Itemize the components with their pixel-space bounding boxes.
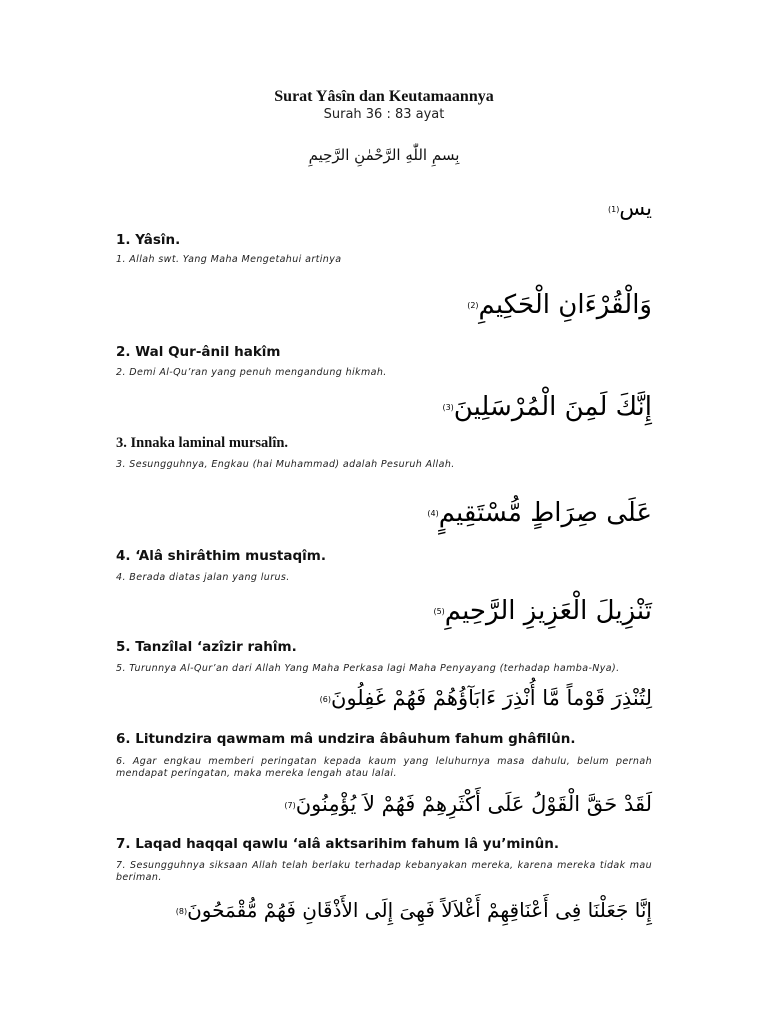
verse-6-transliteration: 6. Litundzira qawmam mâ undzira âbâuhum fahum ghâfilûn. <box>116 731 576 747</box>
basmala: بِسمِ اللّٰهِ الرَّحْمٰنِ الرَّحِيمِ <box>308 146 460 164</box>
verse-5-number: (5) <box>433 607 445 616</box>
verse-3-number: (3) <box>442 403 454 412</box>
verse-7-arabic <box>276 792 652 816</box>
verse-7-meaning: 7. Sesungguhnya siksaan Allah telah berlaku terhadap kebanyakan mereka, karena mereka tidak mau beriman. <box>116 860 652 883</box>
verse-5-arabic-text: تَنْزِيلَ الْعَزِيزِ الرَّحِيمِ <box>444 596 652 626</box>
verse-7-transliteration: 7. Laqad haqqal qawlu ‘alâ aktsarihim fahum lâ yu’minûn. <box>116 836 559 852</box>
verse-7 <box>116 792 652 897</box>
verse-2-transliteration: 2. Wal Qur-ânil hakîm <box>116 344 281 360</box>
verse-1-number: (1) <box>608 204 620 214</box>
verse-7-number: (7) <box>284 800 296 810</box>
verse-1-arabic-text: يس <box>619 196 652 220</box>
verse-6 <box>116 686 652 791</box>
verse-6-arabic <box>312 686 652 710</box>
document-title: Surat Yâsîn dan Keutamaannya <box>274 88 494 105</box>
verse-8 <box>116 898 652 948</box>
verse-2-arabic <box>465 290 652 320</box>
verse-8-arabic <box>174 898 652 922</box>
document-subtitle: Surah 36 : 83 ayat <box>323 107 445 122</box>
verse-7-arabic-text: لَقَدْ حَقَّ الْقَوْلُ عَلَى أَكْثَرِهِمْ فَهُمْ لاَ يُؤْمِنُونَ <box>295 792 652 816</box>
verse-8-number: (8) <box>175 907 188 916</box>
verse-2-meaning: 2. Demi Al-Qu’ran yang penuh mengandung hikmah. <box>116 367 387 378</box>
verse-3-arabic <box>440 392 652 422</box>
verse-8-arabic-text: إِنَّا جَعَلْنَا فِى أَعْنَاقِهِمْ أَغْلاَلاً فَهِىَ إِلَى الأَذْقَانِ فَهُمْ مُّقْمَحُونَ <box>187 898 652 922</box>
verse-2-number: (2) <box>467 301 479 310</box>
verse-4-transliteration: 4. ‘Alâ shirâthim mustaqîm. <box>116 548 326 564</box>
verse-4-number: (4) <box>427 509 439 518</box>
verse-4-meaning: 4. Berada diatas jalan yang lurus. <box>116 572 290 583</box>
verse-3-meaning: 3. Sesungguhnya, Engkau (hai Muhammad) adalah Pesuruh Allah. <box>116 459 455 470</box>
verse-6-meaning: 6. Agar engkau memberi peringatan kepada kaum yang leluhurnya masa dahulu, belum pernah mendapat peringatan, maka mereka lengah atau lalai. <box>116 756 652 779</box>
verse-4 <box>116 498 652 588</box>
verse-5-transliteration: 5. Tanzîlal ‘azîzir rahîm. <box>116 639 297 655</box>
verse-3-transliteration: 3. Innaka laminal mursalîn. <box>116 435 289 451</box>
verse-3 <box>116 392 652 477</box>
verse-2-arabic-text: وَالْقُرْءَانِ الْحَكِيمِ <box>478 290 652 320</box>
verse-1 <box>116 196 652 276</box>
verse-5 <box>116 596 652 681</box>
verse-3-arabic-text: إِنَّكَ لَمِنَ الْمُرْسَلِينَ <box>453 392 652 422</box>
verse-1-meaning: 1. Allah swt. Yang Maha Mengetahui artinya <box>116 254 342 265</box>
verse-1-arabic <box>606 196 652 220</box>
verse-1-transliteration: 1. Yâsîn. <box>116 232 181 248</box>
verse-6-arabic-text: لِتُنْذِرَ قَوْماً مَّا أُنْذِرَ ءَابَآؤُهُمْ فَهُمْ غَفِلُونَ <box>331 686 652 710</box>
verse-6-number: (6) <box>319 694 332 704</box>
verse-2 <box>116 290 652 385</box>
verse-4-arabic-text: عَلَى صِرَاطٍ مُّسْتَقِيمٍ <box>438 498 652 528</box>
verse-5-arabic <box>405 596 652 626</box>
verse-4-arabic <box>425 498 652 528</box>
verse-5-meaning: 5. Turunnya Al-Qur’an dari Allah Yang Maha Perkasa lagi Maha Penyayang (terhadap hamba-Nya). <box>116 663 620 674</box>
